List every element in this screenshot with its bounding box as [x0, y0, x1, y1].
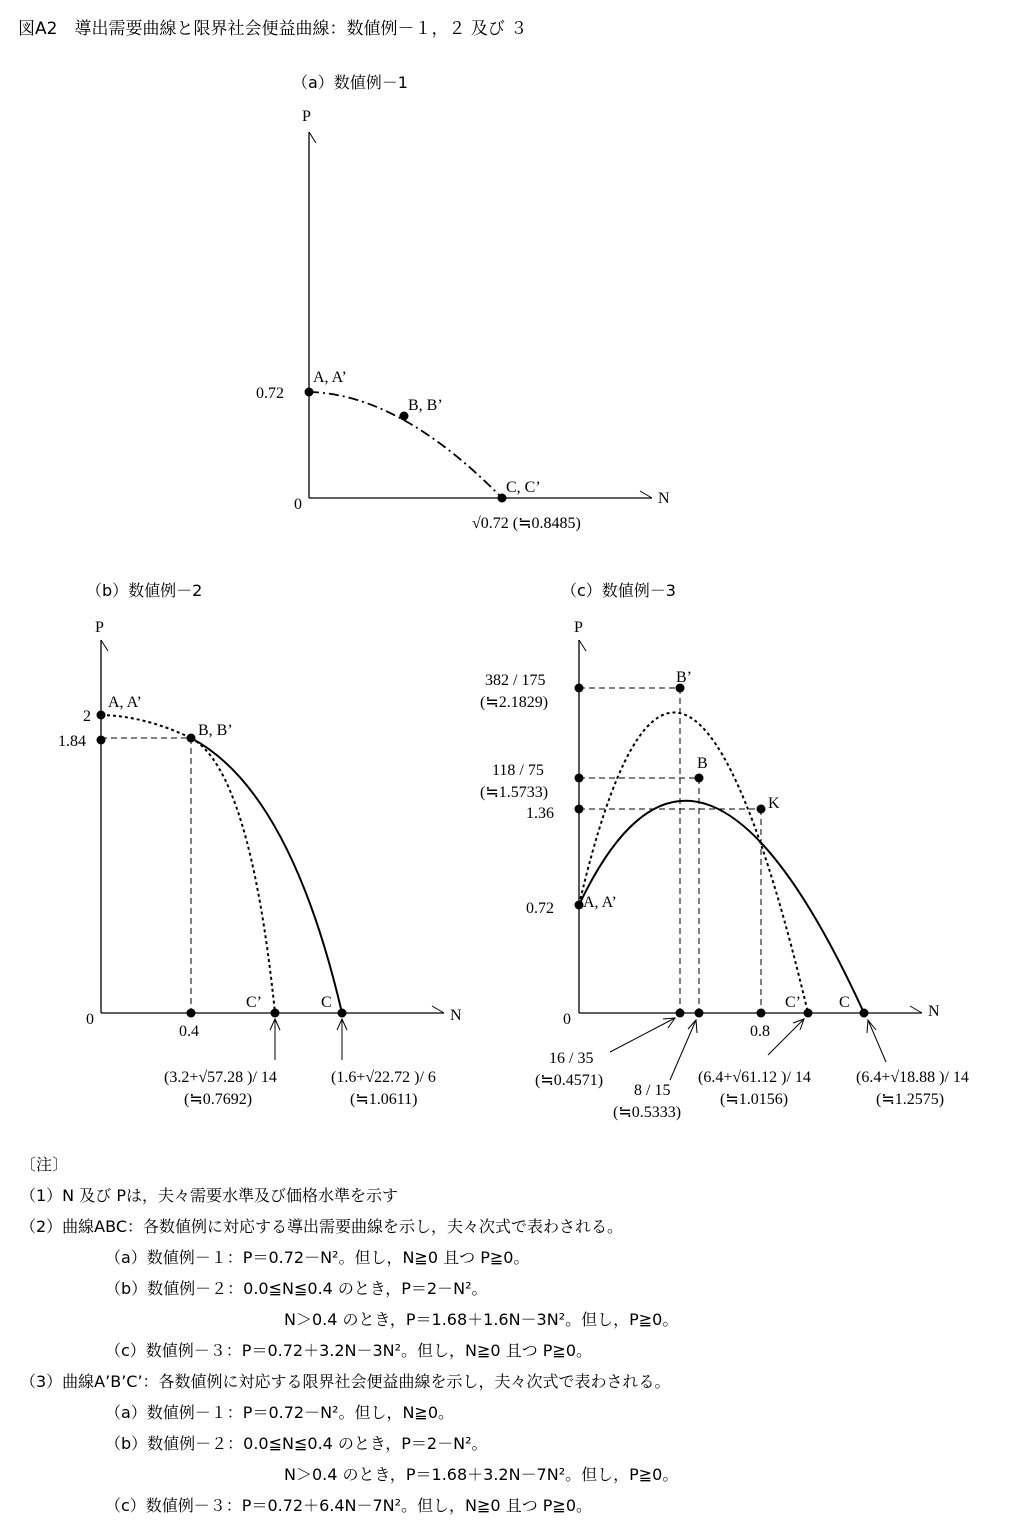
panel-c-y-tick-b-1: 118 / 75	[492, 762, 544, 779]
panel-c-label-a: A, A’	[583, 894, 617, 911]
panel-c-point-cp	[804, 1009, 813, 1018]
panel-c-y-tick-bp-1: 382 / 175	[485, 672, 546, 689]
panel-c-y-tick-k: 1.36	[526, 805, 554, 822]
panel-c-annot-815-2: (≒0.5333)	[613, 1104, 682, 1121]
panel-c	[480, 581, 969, 1121]
panel-c-label-k: K	[768, 795, 780, 812]
panel-b-point-cp	[271, 1009, 280, 1018]
panel-a-label-c: C, C’	[506, 479, 541, 496]
panel-c-tick-dot-k	[575, 805, 584, 814]
panel-b-x-label: N	[450, 1007, 462, 1024]
panel-c-annot-c-1: (6.4+√18.88 )/ 14	[856, 1069, 969, 1086]
notes-section	[20, 1155, 678, 1515]
panel-c-tick-dot-815	[695, 1009, 704, 1018]
panel-a-x-annotation: √0.72 (≒0.8485)	[472, 515, 581, 532]
panel-c-point-c	[860, 1009, 869, 1018]
panel-b-annot-c-2: (≒1.0611)	[350, 1091, 418, 1108]
panel-c-arrow-815	[670, 1020, 696, 1080]
panel-a-x-arrow	[640, 491, 652, 498]
panel-b-label-a: A, A’	[108, 694, 142, 711]
panel-b-point-c	[338, 1009, 347, 1018]
panel-a-curve-abc	[309, 392, 502, 498]
figure-title: 図A2 導出需要曲線と限界社会便益曲線：数値例－１，２ 及び ３	[18, 19, 528, 39]
panel-a	[256, 73, 670, 532]
panel-c-label-c: C	[839, 994, 850, 1011]
panel-c-y-tick-b-2: (≒1.5733)	[480, 784, 549, 801]
panel-b-label-c: C	[321, 994, 332, 1011]
notes-heading: 〔注〕	[20, 1155, 69, 1174]
panel-a-label-b: B, B’	[408, 397, 443, 414]
panel-c-x-arrow	[910, 1006, 922, 1013]
note-line: N＞0.4 のとき，P＝1.68＋3.2N－7N²。但し，P≧0。	[284, 1465, 679, 1484]
panel-c-annot-815-1: 8 / 15	[634, 1082, 671, 1099]
panel-c-annot-1635-2: (≒0.4571)	[535, 1072, 604, 1089]
note-line: （b）数値例－２：0.0≦N≦0.4 のとき，P＝2－N²。	[105, 1434, 488, 1453]
panel-c-annot-c-2: (≒1.2575)	[876, 1091, 945, 1108]
panel-b-y-label: P	[95, 619, 104, 636]
panel-a-point-a	[305, 388, 314, 397]
panel-b-y-arrow	[101, 640, 108, 651]
panel-a-y-label: P	[302, 108, 311, 125]
panel-b-x-tick-04: 0.4	[179, 1023, 199, 1040]
panel-a-y-arrow	[309, 132, 316, 143]
panel-c-subtitle: （c）数値例－3	[561, 581, 676, 600]
panel-c-tick-dot-1635	[676, 1009, 685, 1018]
panel-b-tick-dot-2	[97, 711, 106, 720]
panel-c-y-tick-bp-2: (≒2.1829)	[480, 694, 549, 711]
panel-b-label-cp: C’	[246, 994, 262, 1011]
note-line: （1）N 及び Pは，夫々需要水準及び価格水準を示す	[20, 1186, 398, 1205]
note-line: （a）数値例－１：P＝0.72－N²。但し，N≧0。	[105, 1403, 455, 1422]
note-line: （2）曲線ABC：各数値例に対応する導出需要曲線を示し，夫々次式で表わされる。	[20, 1217, 623, 1236]
panel-c-point-b	[695, 774, 704, 783]
panel-a-subtitle: （a）数値例－1	[292, 73, 408, 92]
panel-c-annot-cp-1: (6.4+√61.12 )/ 14	[698, 1069, 811, 1086]
panel-c-arrow-1635	[610, 1018, 675, 1052]
panel-c-y-tick-a: 0.72	[526, 900, 554, 917]
panel-c-arrow-cp	[768, 1019, 804, 1055]
panel-b-origin: 0	[86, 1011, 94, 1028]
panel-b-tick-dot-04	[187, 1009, 196, 1018]
panel-b-curve-ab	[101, 715, 191, 738]
panel-c-x-tick-08: 0.8	[750, 1023, 770, 1040]
panel-c-x-label: N	[928, 1003, 940, 1020]
panel-a-x-label: N	[658, 490, 670, 507]
panel-c-arrow-c	[868, 1020, 886, 1062]
note-line: （c）数値例－３：P＝0.72＋6.4N－7N²。但し，N≧0 且つ P≧0。	[105, 1496, 593, 1515]
panel-c-tick-dot-b	[575, 774, 584, 783]
note-line: （a）数値例－１：P＝0.72－N²。但し，N≧0 且つ P≧0。	[105, 1248, 530, 1267]
panel-b-label-b: B, B’	[198, 722, 233, 739]
panel-c-annot-cp-2: (≒1.0156)	[720, 1091, 789, 1108]
panel-a-origin: 0	[294, 496, 302, 513]
panel-c-label-cp: C’	[785, 994, 801, 1011]
note-line: （3）曲線A’B’C’：各数値例に対応する限界社会便益曲線を示し，夫々次式で表わされる。	[20, 1372, 671, 1391]
panel-b-curve-bcp	[191, 738, 275, 1013]
note-line: （c）数値例－３：P＝0.72＋3.2N－3N²。但し，N≧0 且つ P≧0。	[105, 1341, 593, 1360]
panel-c-tick-dot-08	[757, 1009, 766, 1018]
panel-b-x-arrow	[432, 1006, 444, 1013]
panel-a-y-tick: 0.72	[256, 385, 284, 402]
panel-b-tick-dot-184	[97, 736, 106, 745]
panel-a-label-a: A, A’	[313, 369, 347, 386]
panel-b-annot-cp-1: (3.2+√57.28 )/ 14	[164, 1069, 277, 1086]
panel-b-y-tick-184: 1.84	[58, 733, 86, 750]
panel-c-curve-abc	[579, 801, 864, 1013]
panel-c-label-b: B	[697, 755, 708, 772]
panel-c-label-bp: B’	[676, 669, 692, 686]
panel-c-y-arrow	[579, 640, 586, 651]
panel-c-tick-dot-bp	[575, 684, 584, 693]
note-line: （b）数値例－２：0.0≦N≦0.4 のとき，P＝2－N²。	[105, 1279, 488, 1298]
panel-c-arrowhead-c	[867, 1020, 876, 1033]
panel-b	[58, 581, 462, 1108]
panel-b-annot-c-1: (1.6+√22.72 )/ 6	[331, 1069, 436, 1086]
panel-c-origin: 0	[563, 1011, 571, 1028]
panel-b-annot-cp-2: (≒0.7692)	[184, 1091, 253, 1108]
panel-c-arrowhead-815	[688, 1020, 697, 1033]
panel-b-point-b	[187, 734, 196, 743]
panel-b-curve-bc	[191, 738, 342, 1013]
panel-c-y-label: P	[574, 619, 583, 636]
panel-c-annot-1635-1: 16 / 35	[549, 1050, 594, 1067]
panel-b-subtitle: （b）数値例－2	[86, 581, 203, 600]
panel-c-curve-apbpcp	[579, 713, 808, 1013]
panel-c-point-k	[757, 805, 766, 814]
note-line: N＞0.4 のとき，P＝1.68＋1.6N－3N²。但し，P≧0。	[284, 1310, 679, 1329]
panel-b-y-tick-2: 2	[83, 708, 91, 725]
